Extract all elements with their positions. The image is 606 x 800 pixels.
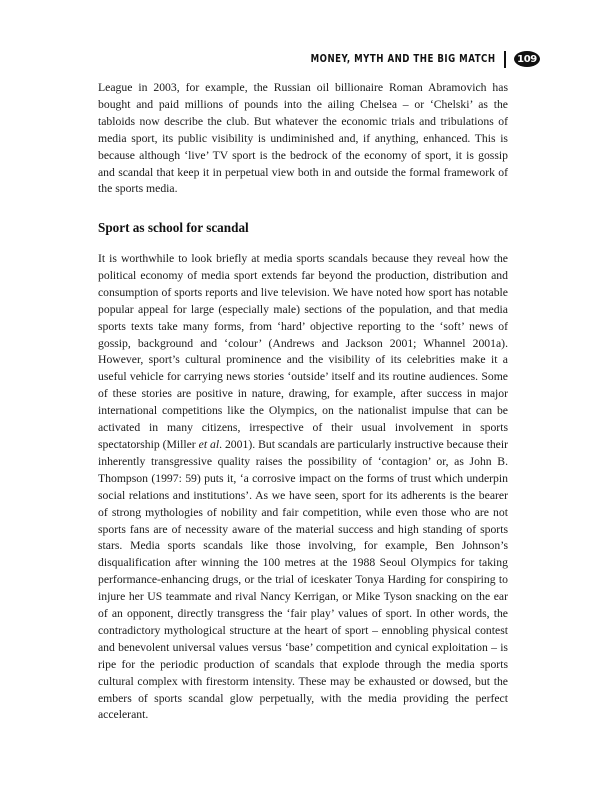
paragraph-2-text-b: . 2001). But scandals are particularly instructive because their inherently transgressive quality raises the possibility of ‘contagion’ or, as John B. Thompson (1997: 59) puts it, ‘a corrosive impact on the forms of trust which underpin social relations and institutions’. As we have seen, sport for its adherents is the bearer of strong mythologies of nobility and fair competition, while even those who are not sports fans are of necessity aware of the material success and high standing of sports stars. Media sports scandals like those involving, for example, Ben Johnson’s disqualification after winning the 100 metres at the 1988 Seoul Olympics for taking performance-enhancing drugs, or the trial of iceskater Tonya Harding for conspiring to injure her US teammate and rival Nancy Kerrigan, or Mike Tyson snacking on the ear of an opponent, directly transgress the ‘fair play’ values of sport. In other words, the contradictory mythological structure at the heart of sport – ennobling physical contest and benevolent universal values versus ‘base’ competition and cynical exploitation – is ripe for the periodic production of scandals that explode through the media sports cultural complex with firestorm intensity. These may be exhausted or dowsed, but the embers of sports scandal glow perpetually, with the media providing the perfect accelerant. — [98, 437, 509, 722]
body-paragraph-1: League in 2003, for example, the Russian oil billionaire Roman Abramovich has bought and paid millions of pounds into the ailing Chelsea – or ‘Chelski’ as the tabloids now describe the club. But whatever the economic trials and tribulations of media sport, its public visibility is undiminished and, if anything, enhanced. This is because although ‘live’ TV sport is the bedrock of the economy of sport, it is gossip and scandal that keep it in perpetual view both in and outside the formal framework of the sports media. — [98, 81, 508, 196]
paragraph-2-text-a: It is worthwhile to look briefly at media sports scandals because they reveal how the political economy of media sport extends far beyond the production, distribution and consumption of sports reports and live television. We have noted how sport has notable popular appeal for large (especially male) sections of the population, and that media sports texts take many forms, from ‘hard’ objective reporting to the ‘soft’ news of gossip, background and ‘colour’ (Andrews and Jackson 2001; Whannel 2001a). However, sport’s cultural prominence and the visibility of its celebrities make it a useful vehicle for carrying news stories ‘outside’ itself and its routine audiences. Some of these stories are positive in nature, drawing, for example, after success in major international competitions like the Olympics, on the nationalist impulse that can be activated in many citizens, irrespective of their usual involvement in sports spectatorship (Miller — [98, 252, 508, 451]
body-paragraph-2 — [98, 251, 508, 724]
header-divider — [504, 51, 506, 68]
section-heading: Sport as school for scandal — [98, 220, 249, 235]
page-number: 109 — [514, 51, 540, 67]
running-head — [270, 48, 540, 70]
running-title: MONEY, MYTH AND THE BIG MATCH — [311, 53, 496, 65]
citation-et-al: et al — [198, 437, 220, 451]
